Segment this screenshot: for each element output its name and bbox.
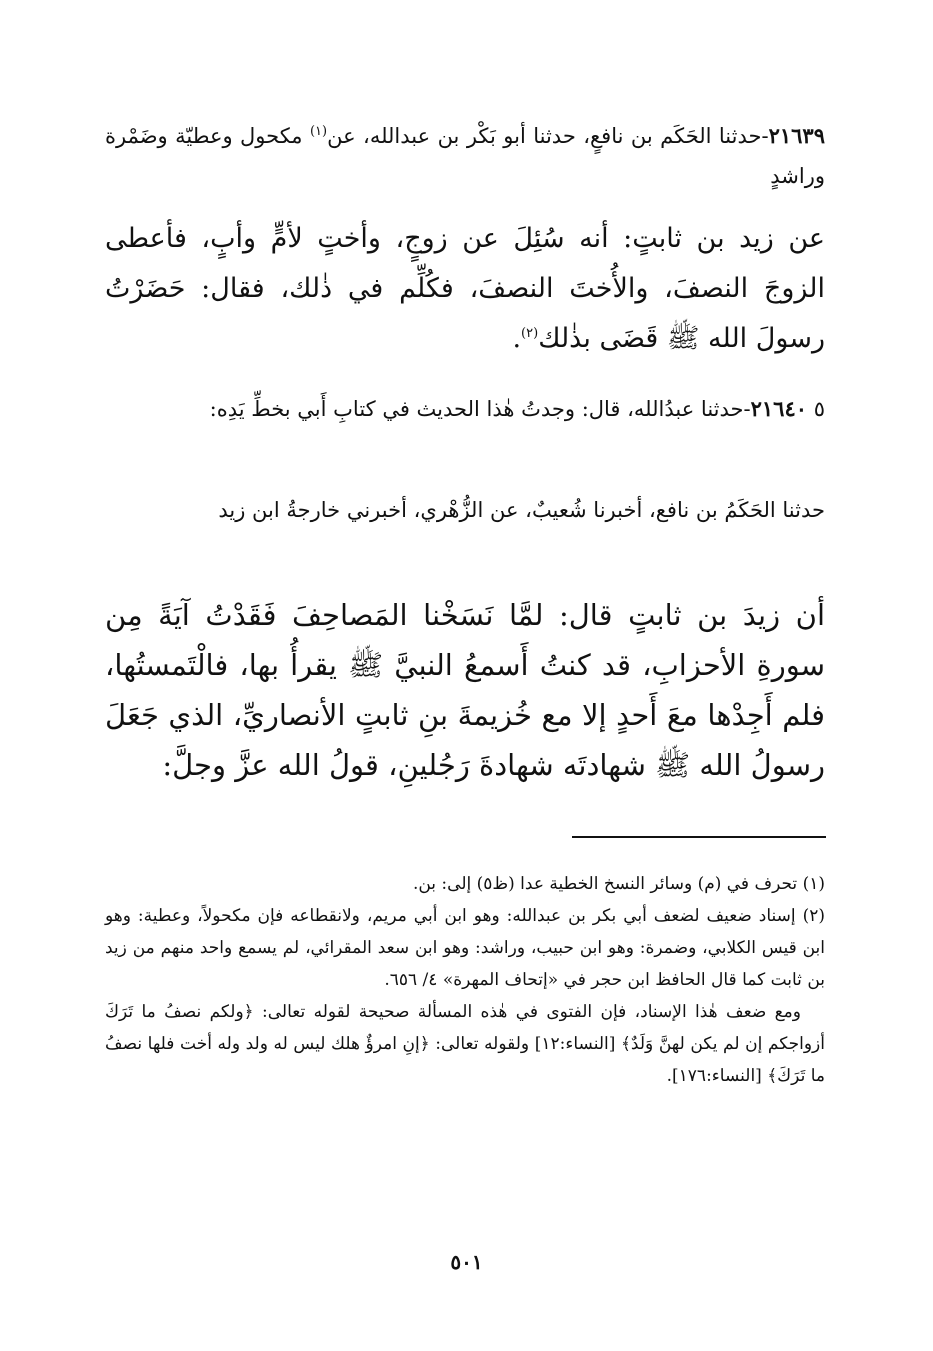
footnote-1: (١) تحرف في (م) وسائر النسخ الخطية عدا (ظ٥) إلى: بن. bbox=[412, 874, 825, 894]
footnote-ref-1: (١) bbox=[309, 124, 328, 139]
chain-text-continued: مكحول وعطيّة وضَمْرة وراشدٍ bbox=[105, 124, 825, 188]
matn-text: أن زيدَ بن ثابتٍ قال: لمَّا نَسَخْنا المَصاحِفَ فَقَدْتُ آيَةً مِن سورةِ الأحزابِ، قد كنتُ أَسمعُ النبيَّ ﷺ يقرأُ بها، فالْتَمستُها، فلم أَجِدْها معَ أَحدٍ إلا مع خُزيمةَ بنِ ثابتٍ الأنصاريِّ، الذي جَعَلَ رسولُ الله ﷺ شهادتَه شهادةَ رَجُلينِ، قولُ الله عزَّ وجلَّ: bbox=[105, 598, 825, 782]
intro-text: -حدثنا عبدُالله، قال: وجدتُ هٰذا الحديث في كتابِ أَبي بخطِّ يَدِه: bbox=[209, 397, 751, 421]
matn-text: عن زيد بن ثابتٍ: أنه سُئِلَ عن زوجٍ، وأختٍ لأمٍّ وأبٍ، فأعطى الزوجَ النصفَ، والأُختَ النصفَ، فكُلِّم في ذٰلك، فقال: حَضَرْتُ رسولَ الله ﷺ قَضَى بذٰلك bbox=[105, 223, 826, 354]
hadith-marker: ٥ bbox=[813, 397, 825, 421]
footnotes bbox=[105, 868, 825, 1092]
hadith-number: ٢١٦٣٩ bbox=[768, 123, 825, 148]
hadith-21640-matn bbox=[105, 590, 825, 790]
hadith-21640-intro bbox=[105, 389, 825, 429]
footnote-2-continuation: ومع ضعف هٰذا الإسناد، فإن الفتوى في هٰذه المسألة صحيحة لقوله تعالى: ﴿ولكم نصفُ ما تَرَكَ أزواجكم إن لم يكن لهنَّ وَلَدٌ﴾ [النساء:١٢] ولقوله تعالى: ﴿إنِ امرؤٌ هلك ليس له ولد وله أخت فلها نصفُ ما تَرَكَ﴾ [النساء:١٧٦]. bbox=[105, 1002, 825, 1086]
hadith-number: ٢١٦٤٠ bbox=[750, 396, 808, 421]
hadith-21639-matn bbox=[105, 214, 825, 364]
hadith-21640-chain bbox=[105, 490, 825, 530]
page-number: ٥٠١ bbox=[450, 1250, 483, 1274]
footnote-2: (٢) إسناد ضعيف لضعف أبي بكر بن عبدالله: وهو ابن أبي مريم، ولانقطاعه فإن مكحولاً، وعطية: وهو ابن قيس الكلابي، وضمرة: وهو ابن حبيب، وراشد: وهو ابن سعد المقرائي، لم يسمع واحد منهم من زيد بن ثابت كما قال الحافظ ابن حجر في «إتحاف المهرة» ٤/ ٦٥٦. bbox=[105, 906, 825, 990]
footnote-ref-2: (٢) bbox=[521, 326, 539, 341]
chain-text: حدثنا الحَكَمُ بن نافع، أخبرنا شُعيبٌ، عن الزُّهْري، أخبرني خارجةُ ابن زيد bbox=[218, 498, 825, 522]
matn-end: . bbox=[512, 323, 522, 354]
hadith-21639-chain bbox=[105, 116, 825, 196]
chain-text: -حدثنا الحَكَم بن نافعٍ، حدثنا أبو بَكْر بن عبدالله، عن bbox=[327, 124, 769, 148]
footnote-separator bbox=[572, 836, 826, 838]
